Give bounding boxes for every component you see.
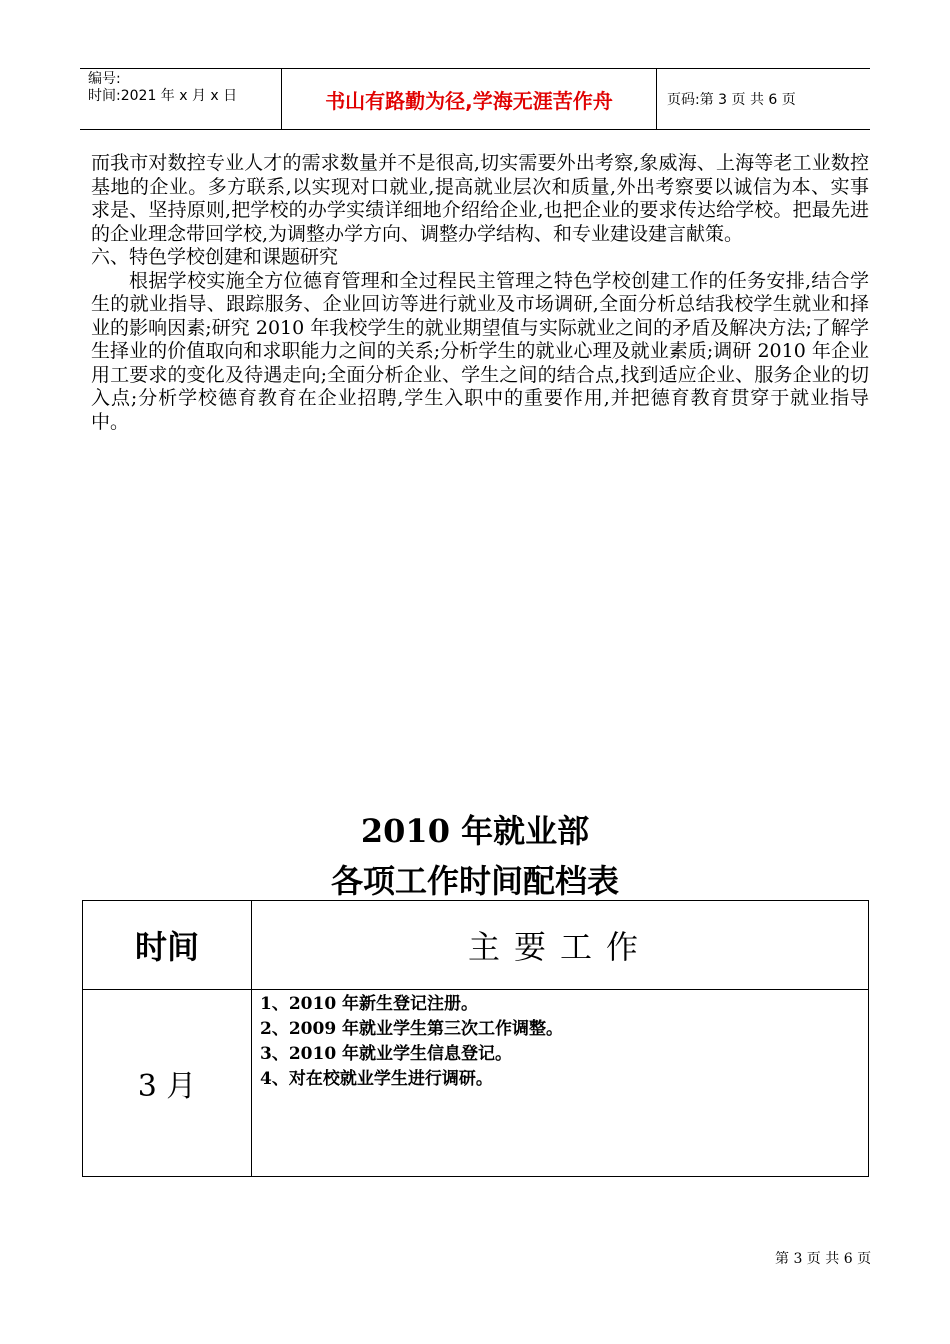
page-footer: 第 3 页 共 6 页 — [775, 1251, 872, 1267]
paragraph-1: 而我市对数控专业人才的需求数量并不是很高,切实需要外出考察,象威海、上海等老工业数控基地的企业。多方联系,以实现对口就业,提高就业层次和质量,外出考察要以诚信为本、实事求是、坚持原则,把学校的办学实绩详细地介绍给企业,也把企业的要求传达给学校。把最先进的企业理念带回学校,为调整办学方向、调整办学结构、和专业建设建言献策。 — [91, 152, 869, 245]
section-heading: 六、特色学校创建和课题研究 — [91, 246, 339, 268]
column-header-time: 时间 — [83, 901, 252, 990]
document-body — [91, 152, 869, 434]
column-header-work: 主要工作 — [252, 901, 869, 990]
table-title-line-1: 2010 年就业部 — [360, 812, 590, 850]
table-header-row — [83, 901, 869, 990]
row-month: 3 月 — [83, 990, 252, 1177]
header-motto: 书山有路勤为径,学海无涯苦作舟 — [282, 69, 657, 129]
work-item: 2、2009 年就业学生第三次工作调整。 — [260, 1019, 564, 1039]
header-meta — [80, 69, 282, 129]
header-page-number: 页码:第 3 页 共 6 页 — [667, 92, 796, 108]
paragraph-2: 根据学校实施全方位德育管理和全过程民主管理之特色学校创建工作的任务安排,结合学生的就业指导、跟踪服务、企业回访等进行就业及市场调研,全面分析总结我校学生就业和择业的影响因素;研究 2010 年我校学生的就业期望值与实际就业之间的矛盾及解决方法;了解学生择业的价值取向和求职能力之间的关系;分析学生的就业心理及就业素质;调研 2010 年企业用工要求的变化及待遇走向;全面分析企业、学生之间的结合点,找到适应企业、服务企业的切入点;分析学校德育教育在企业招聘,学生入职中的重要作用,并把德育教育贯穿于就业指导中。 — [91, 269, 869, 433]
work-item: 1、2010 年新生登记注册。 — [260, 994, 479, 1014]
date-label: 时间:2021 年 x 月 x 日 — [88, 88, 238, 104]
page-header — [80, 68, 870, 130]
table-row — [83, 990, 869, 1177]
work-item: 4、对在校就业学生进行调研。 — [260, 1069, 493, 1089]
table-title-line-2: 各项工作时间配档表 — [330, 862, 619, 900]
work-item: 3、2010 年就业学生信息登记。 — [260, 1044, 513, 1064]
row-work-items — [252, 990, 869, 1177]
serial-label: 编号: — [88, 71, 121, 87]
schedule-table — [82, 900, 869, 1177]
